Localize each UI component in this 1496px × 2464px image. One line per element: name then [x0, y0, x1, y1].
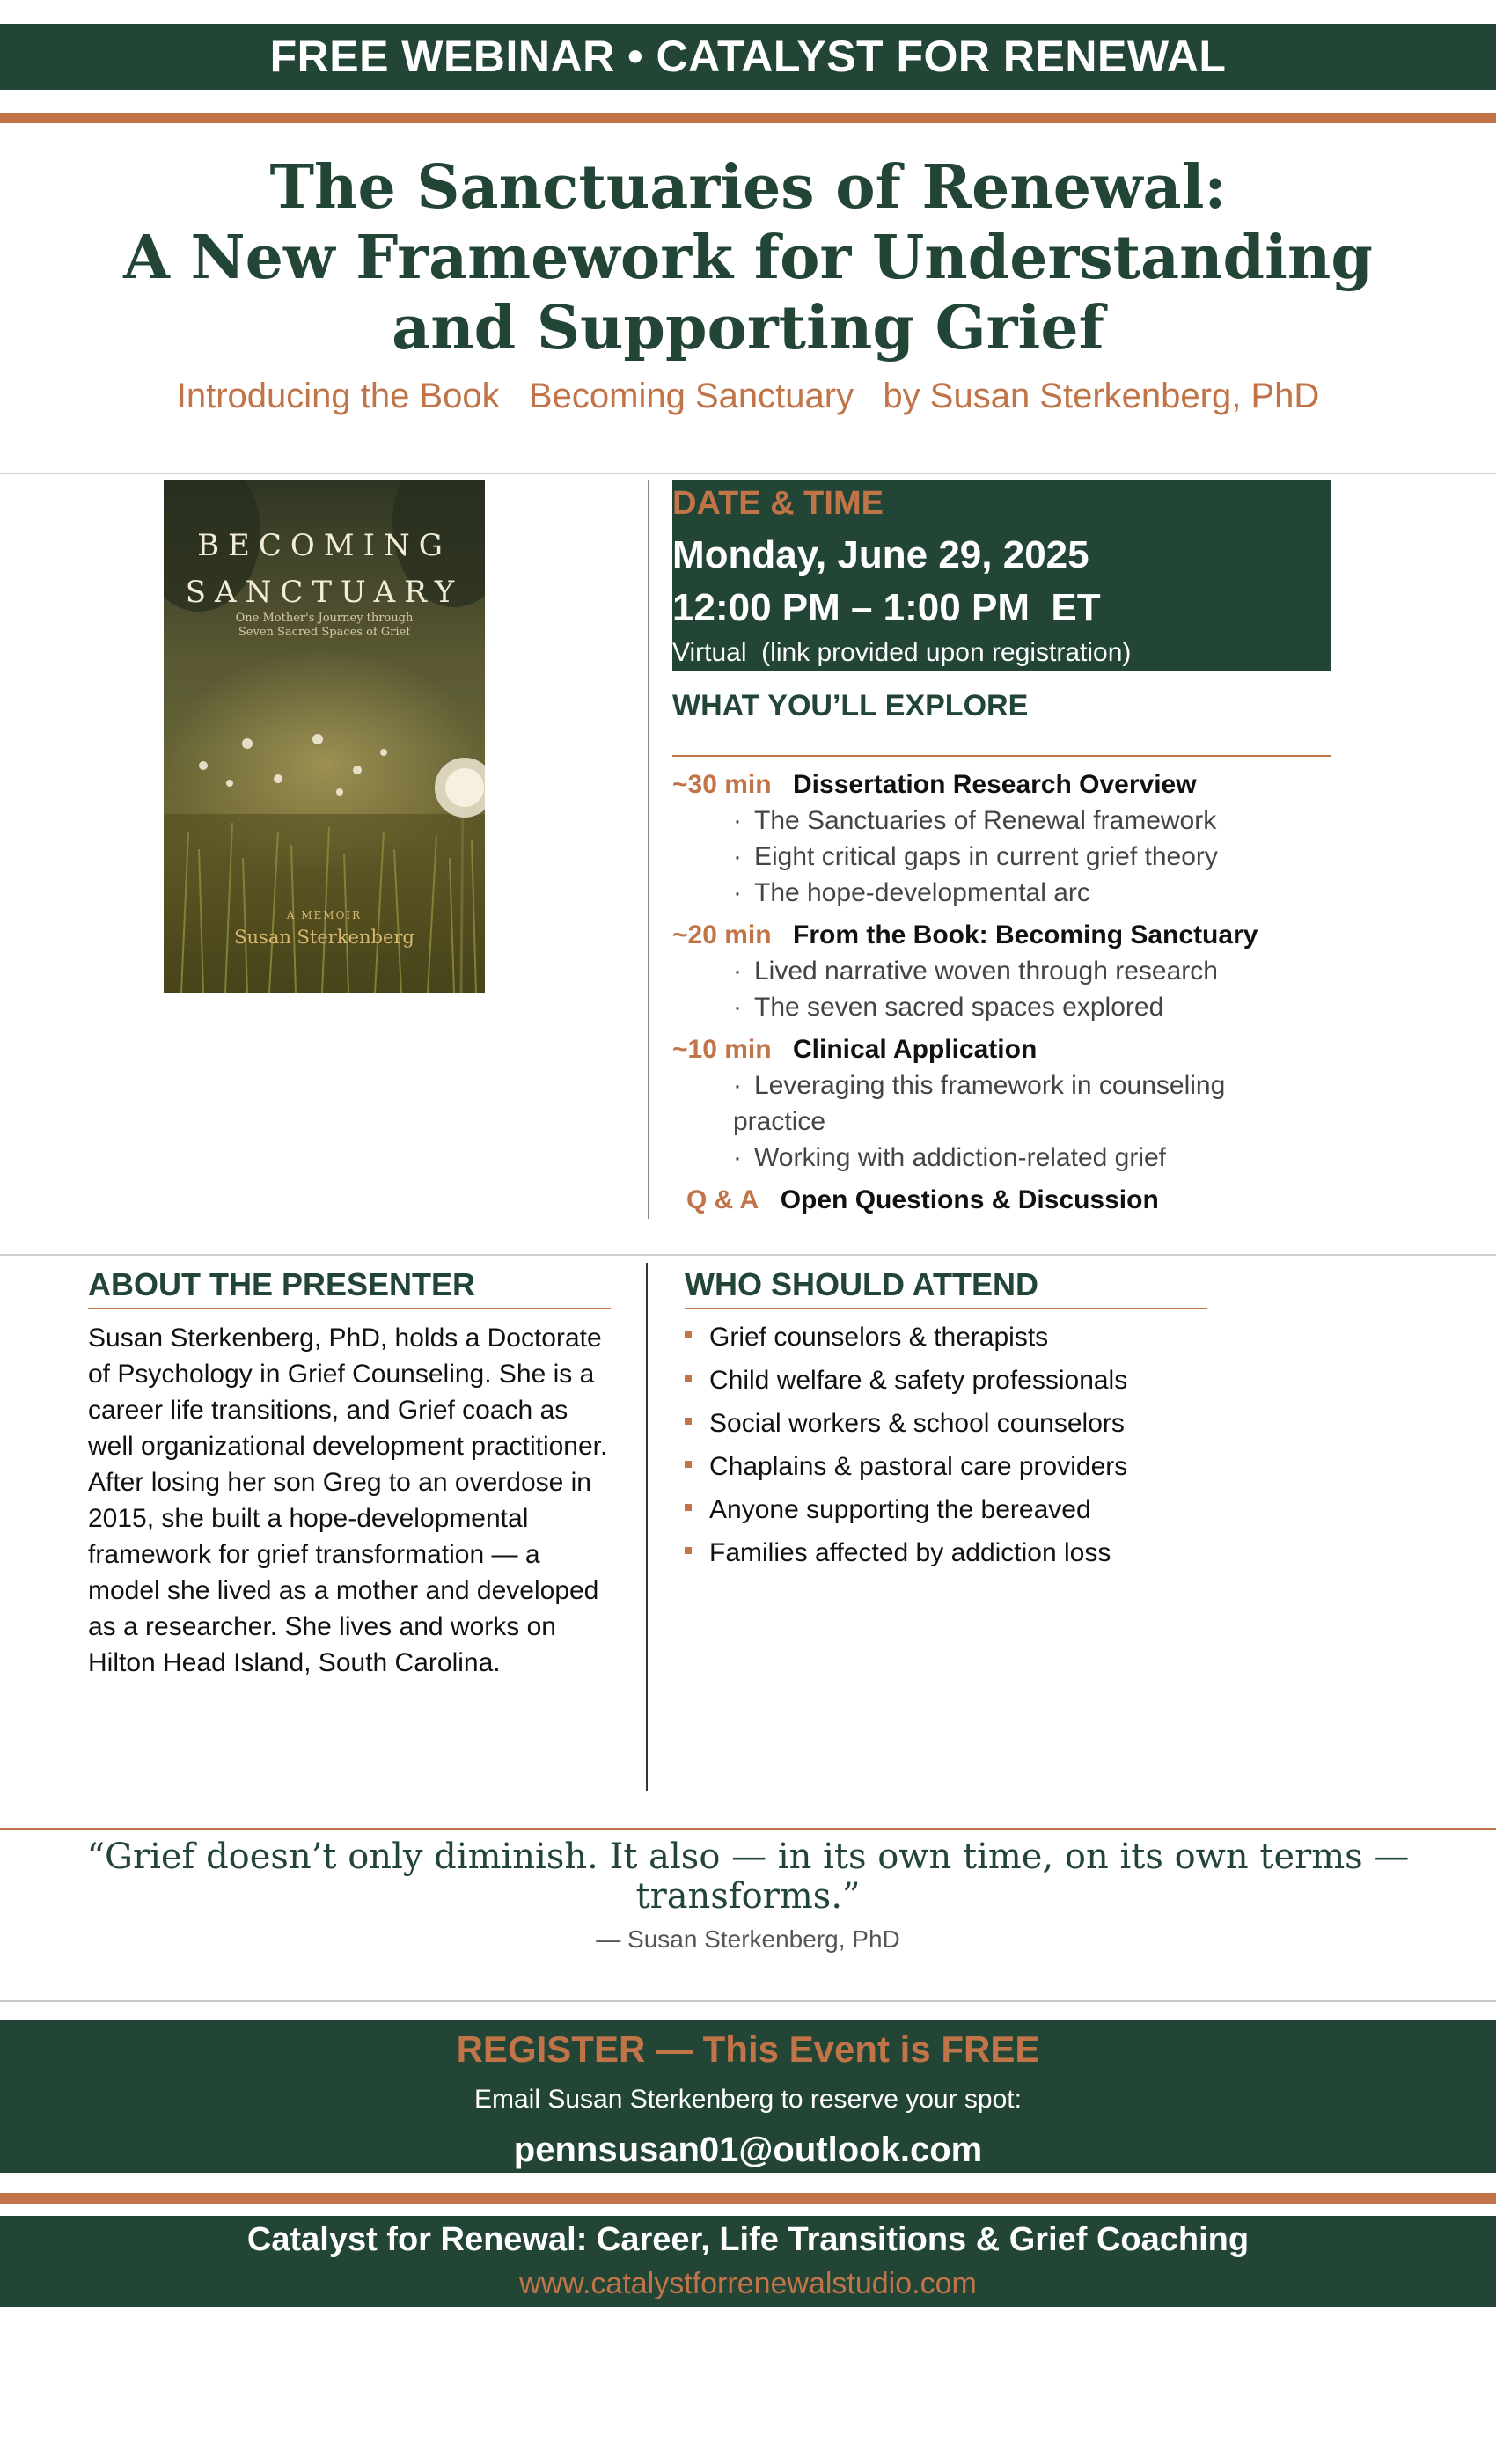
footer-accent-stripe	[0, 2193, 1496, 2204]
quote-bottom-rule	[0, 2000, 1496, 2002]
event-time: 12:00 PM – 1:00 PM ET	[672, 586, 1101, 629]
quote-top-rule	[0, 1828, 1496, 1830]
bullet-square-icon	[685, 1375, 692, 1382]
date-time-label: DATE & TIME	[672, 485, 884, 522]
audience-item: Anyone supporting the bereaved	[685, 1492, 1091, 1528]
bullet-square-icon	[685, 1461, 692, 1468]
title-line-2: A New Framework for Understanding	[123, 223, 1373, 293]
cover-tagline: One Mother's Journey through Seven Sacred Spaces of Grief	[235, 612, 414, 639]
audience-item: Chaplains & pastoral care providers	[685, 1449, 1127, 1485]
session-bullet: · The Sanctuaries of Renewal framework	[733, 806, 1217, 835]
session-bullet: · Lived narrative woven through research	[733, 957, 1218, 986]
session-title: Open Questions & Discussion	[780, 1185, 1159, 1214]
audience-item: Social workers & school counselors	[685, 1406, 1125, 1441]
upper-column-divider	[648, 480, 649, 1219]
audience-item: Grief counselors & therapists	[685, 1320, 1048, 1355]
banner-text: FREE WEBINAR • CATALYST FOR RENEWAL	[269, 32, 1227, 81]
subtitle: Introducing the Book Becoming Sanctuary by Susan Sterkenberg, PhD	[176, 377, 1320, 415]
footer-website-link[interactable]: www.catalystforrenewalstudio.com	[519, 2267, 977, 2300]
bullet-square-icon	[685, 1504, 692, 1511]
session-2-header	[672, 918, 1258, 953]
cover-title-line-1: BECOMING	[197, 528, 451, 563]
event-date: Monday, June 29, 2025	[672, 533, 1089, 576]
bullet-square-icon	[685, 1418, 692, 1425]
cover-title-line-2: SANCTUARY	[185, 575, 464, 610]
session-qa-header	[686, 1183, 1159, 1218]
middle-divider	[0, 1254, 1496, 1256]
bullet-square-icon	[685, 1547, 692, 1554]
cover-memoir-label: A MEMOIR	[286, 909, 363, 921]
header-divider	[0, 473, 1496, 474]
session-1-header	[672, 767, 1197, 803]
register-heading: REGISTER — This Event is FREE	[456, 2028, 1040, 2070]
top-accent-stripe	[0, 113, 1496, 123]
register-instruction: Email Susan Sterkenberg to reserve your spot:	[474, 2085, 1022, 2114]
audience-item: Child welfare & safety professionals	[685, 1363, 1127, 1398]
register-email-link[interactable]: pennsusan01@outlook.com	[513, 2130, 983, 2169]
session-title: Clinical Application	[793, 1035, 1038, 1064]
session-time: ~20 min	[672, 920, 772, 950]
session-time: ~10 min	[672, 1035, 772, 1064]
audience-heading-rule	[685, 1308, 1207, 1309]
presenter-bio: Susan Sterkenberg, PhD, holds a Doctorate of Psychology in Grief Counseling. She is a career life transitions, and Grief coach as well organizational development practitioner. After losing her son Greg to an overdose in 2015, she built a hope-developmental framework for grief transformation — a model she lived as a mother and developed as a researcher. She lives and works on Hilton Head Island, South Carolina.	[88, 1324, 608, 1677]
session-bullet: · Working with addiction-related grief	[733, 1143, 1167, 1172]
explore-heading: WHAT YOU’LL EXPLORE	[672, 689, 1029, 722]
presenter-heading: ABOUT THE PRESENTER	[88, 1266, 476, 1302]
footer-title: Catalyst for Renewal: Career, Life Transitions & Grief Coaching	[246, 2221, 1250, 2258]
session-title: From the Book: Becoming Sanctuary	[793, 920, 1258, 950]
audience-heading: WHO SHOULD ATTEND	[685, 1266, 1038, 1302]
session-bullet: · The seven sacred spaces explored	[733, 993, 1164, 1022]
cover-author: Susan Sterkenberg	[234, 927, 414, 948]
session-bullet: · The hope-developmental arc	[733, 878, 1090, 907]
presenter-heading-rule	[88, 1308, 611, 1309]
bullet-square-icon	[685, 1331, 692, 1338]
title-line-1: The Sanctuaries of Renewal:	[269, 152, 1227, 223]
quote-attribution: — Susan Sterkenberg, PhD	[596, 1925, 900, 1953]
session-bullet: · Leveraging this framework in counseling practice	[733, 1071, 1226, 1136]
session-time: ~30 min	[672, 770, 772, 799]
session-title: Dissertation Research Overview	[793, 770, 1197, 799]
lower-column-divider	[646, 1263, 648, 1791]
pull-quote: “Grief doesn’t only diminish. It also — in its own time, on its own terms — transforms.”	[86, 1837, 1410, 1917]
explore-heading-rule	[672, 755, 1331, 757]
session-3-header	[672, 1032, 1037, 1067]
event-location: Virtual (link provided upon registration)	[672, 638, 1132, 667]
session-time: Q & A	[686, 1185, 759, 1214]
book-cover-image	[164, 480, 485, 993]
title-line-3: and Supporting Grief	[392, 293, 1104, 363]
session-bullet: · Eight critical gaps in current grief theory	[733, 842, 1218, 871]
audience-item: Families affected by addiction loss	[685, 1536, 1111, 1571]
